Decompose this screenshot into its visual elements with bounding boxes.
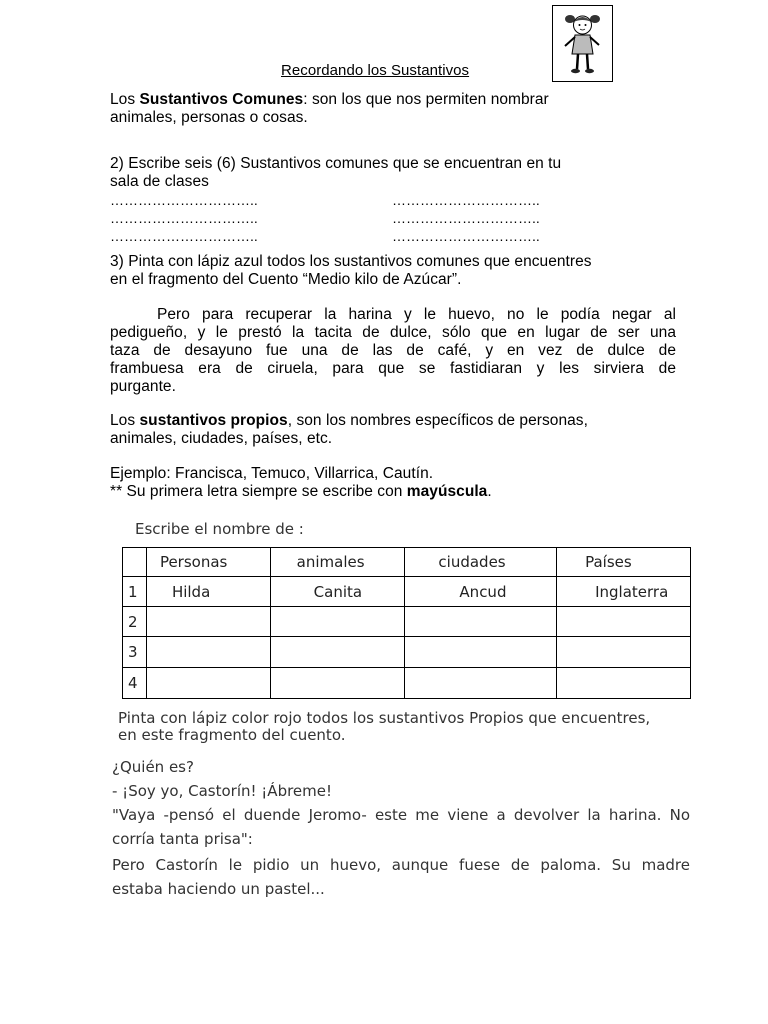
cell-animal[interactable] [270,668,405,699]
fragment2-line-2: - ¡Soy yo, Castorín! ¡Ábreme! [112,782,333,800]
girl-illustration [553,6,612,81]
fragment2-line-1: ¿Quién es? [112,758,194,776]
q3-line-2: en el fragmento del Cuento “Medio kilo de Azúcar”. [110,271,462,288]
intro-term: Sustantivos Comunes [139,91,304,108]
cell-animal[interactable] [270,607,405,637]
table-header-row [123,548,691,577]
cell-persona[interactable] [146,607,270,637]
cell-pais[interactable] [557,637,691,668]
cell-pais[interactable] [557,668,691,699]
cell-animal[interactable] [270,637,405,668]
cell-ciudad[interactable] [405,607,557,637]
example-line-2 [110,483,492,501]
fragment2-line-3: "Vaya -pensó el duende Jeromo- este me viene a devolver la harina. No [112,806,690,824]
row-number: 1 [123,577,147,607]
page-title: Recordando los Sustantivos [281,62,470,79]
propios-prefix: Los [110,412,140,429]
fragment2-line-4: corría tanta prisa": [112,830,253,848]
fragment1-line-1: Pero para recuperar la harina y le huevo, no le podía negar al [157,306,676,323]
instruction-line-2: en este fragmento del cuento. [118,726,346,744]
header-ciudades: ciudades [405,548,557,577]
row-number: 2 [123,607,147,637]
table-row [123,577,691,607]
answer-blank-4: ………………………….. [392,210,540,226]
row-number: 4 [123,668,147,699]
header-paises: Países [557,548,691,577]
example-line-1: Ejemplo: Francisca, Temuco, Villarrica, Cautín. [110,465,434,482]
propios-rest: , son los nombres específicos de personas, [287,412,588,429]
cell-animal: Canita [270,577,405,607]
propios-term: sustantivos propios [139,412,288,429]
propios-line-1 [110,412,588,430]
q2-line-2: sala de clases [110,173,209,190]
cell-persona[interactable] [146,668,270,699]
fragment1-line-2: pedigueño, y le prestó la tacita de dulce, sólo que en lugar de ser una [110,324,676,341]
example-bold: mayúscula [406,483,488,500]
cell-pais[interactable] [557,607,691,637]
cell-persona[interactable] [146,637,270,668]
names-table [122,547,691,699]
fragment2-line-6: estaba haciendo un pastel... [112,880,325,898]
fragment2-line-5: Pero Castorín le pidio un huevo, aunque fuese de paloma. Su madre [112,856,690,874]
cell-ciudad[interactable] [405,637,557,668]
header-number-cell [123,548,147,577]
answer-blank-2: ………………………….. [392,192,540,208]
example-suffix: . [487,483,492,500]
table-row [123,607,691,637]
header-animales: animales [270,548,405,577]
cell-pais: Inglaterra [557,577,691,607]
q2-line-1: 2) Escribe seis (6) Sustantivos comunes que se encuentran en tu [110,155,562,172]
header-personas: Personas [146,548,270,577]
propios-line-2: animales, ciudades, países, etc. [110,430,333,447]
table-caption: Escribe el nombre de : [135,520,304,538]
table-row [123,668,691,699]
example-prefix: ** Su primera letra siempre se escribe con [110,483,407,500]
answer-blank-6: ………………………….. [392,228,540,244]
intro-prefix: Los [110,91,140,108]
row-number: 3 [123,637,147,668]
answer-blank-1: ………………………….. [110,192,258,208]
fragment1-line-3: taza de desayuno fue una de las de café, y en vez de dulce de [110,342,676,359]
fragment1-line-4: frambuesa era de ciruela, para que se fastidiaran y les sirviera de [110,360,676,377]
intro-line-1 [110,91,549,109]
table-row [123,637,691,668]
cell-persona: Hilda [146,577,270,607]
fragment1-line-5: purgante. [110,378,176,395]
cell-ciudad[interactable] [405,668,557,699]
cell-ciudad: Ancud [405,577,557,607]
answer-blank-5: ………………………….. [110,228,258,244]
intro-rest: : son los que nos permiten nombrar [303,91,549,108]
answer-blank-3: ………………………….. [110,210,258,226]
q3-line-1: 3) Pinta con lápiz azul todos los sustantivos comunes que encuentres [110,253,592,270]
girl-illustration-frame [552,5,613,82]
intro-line-2: animales, personas o cosas. [110,109,308,126]
instruction-line-1: Pinta con lápiz color rojo todos los sustantivos Propios que encuentres, [118,709,651,727]
